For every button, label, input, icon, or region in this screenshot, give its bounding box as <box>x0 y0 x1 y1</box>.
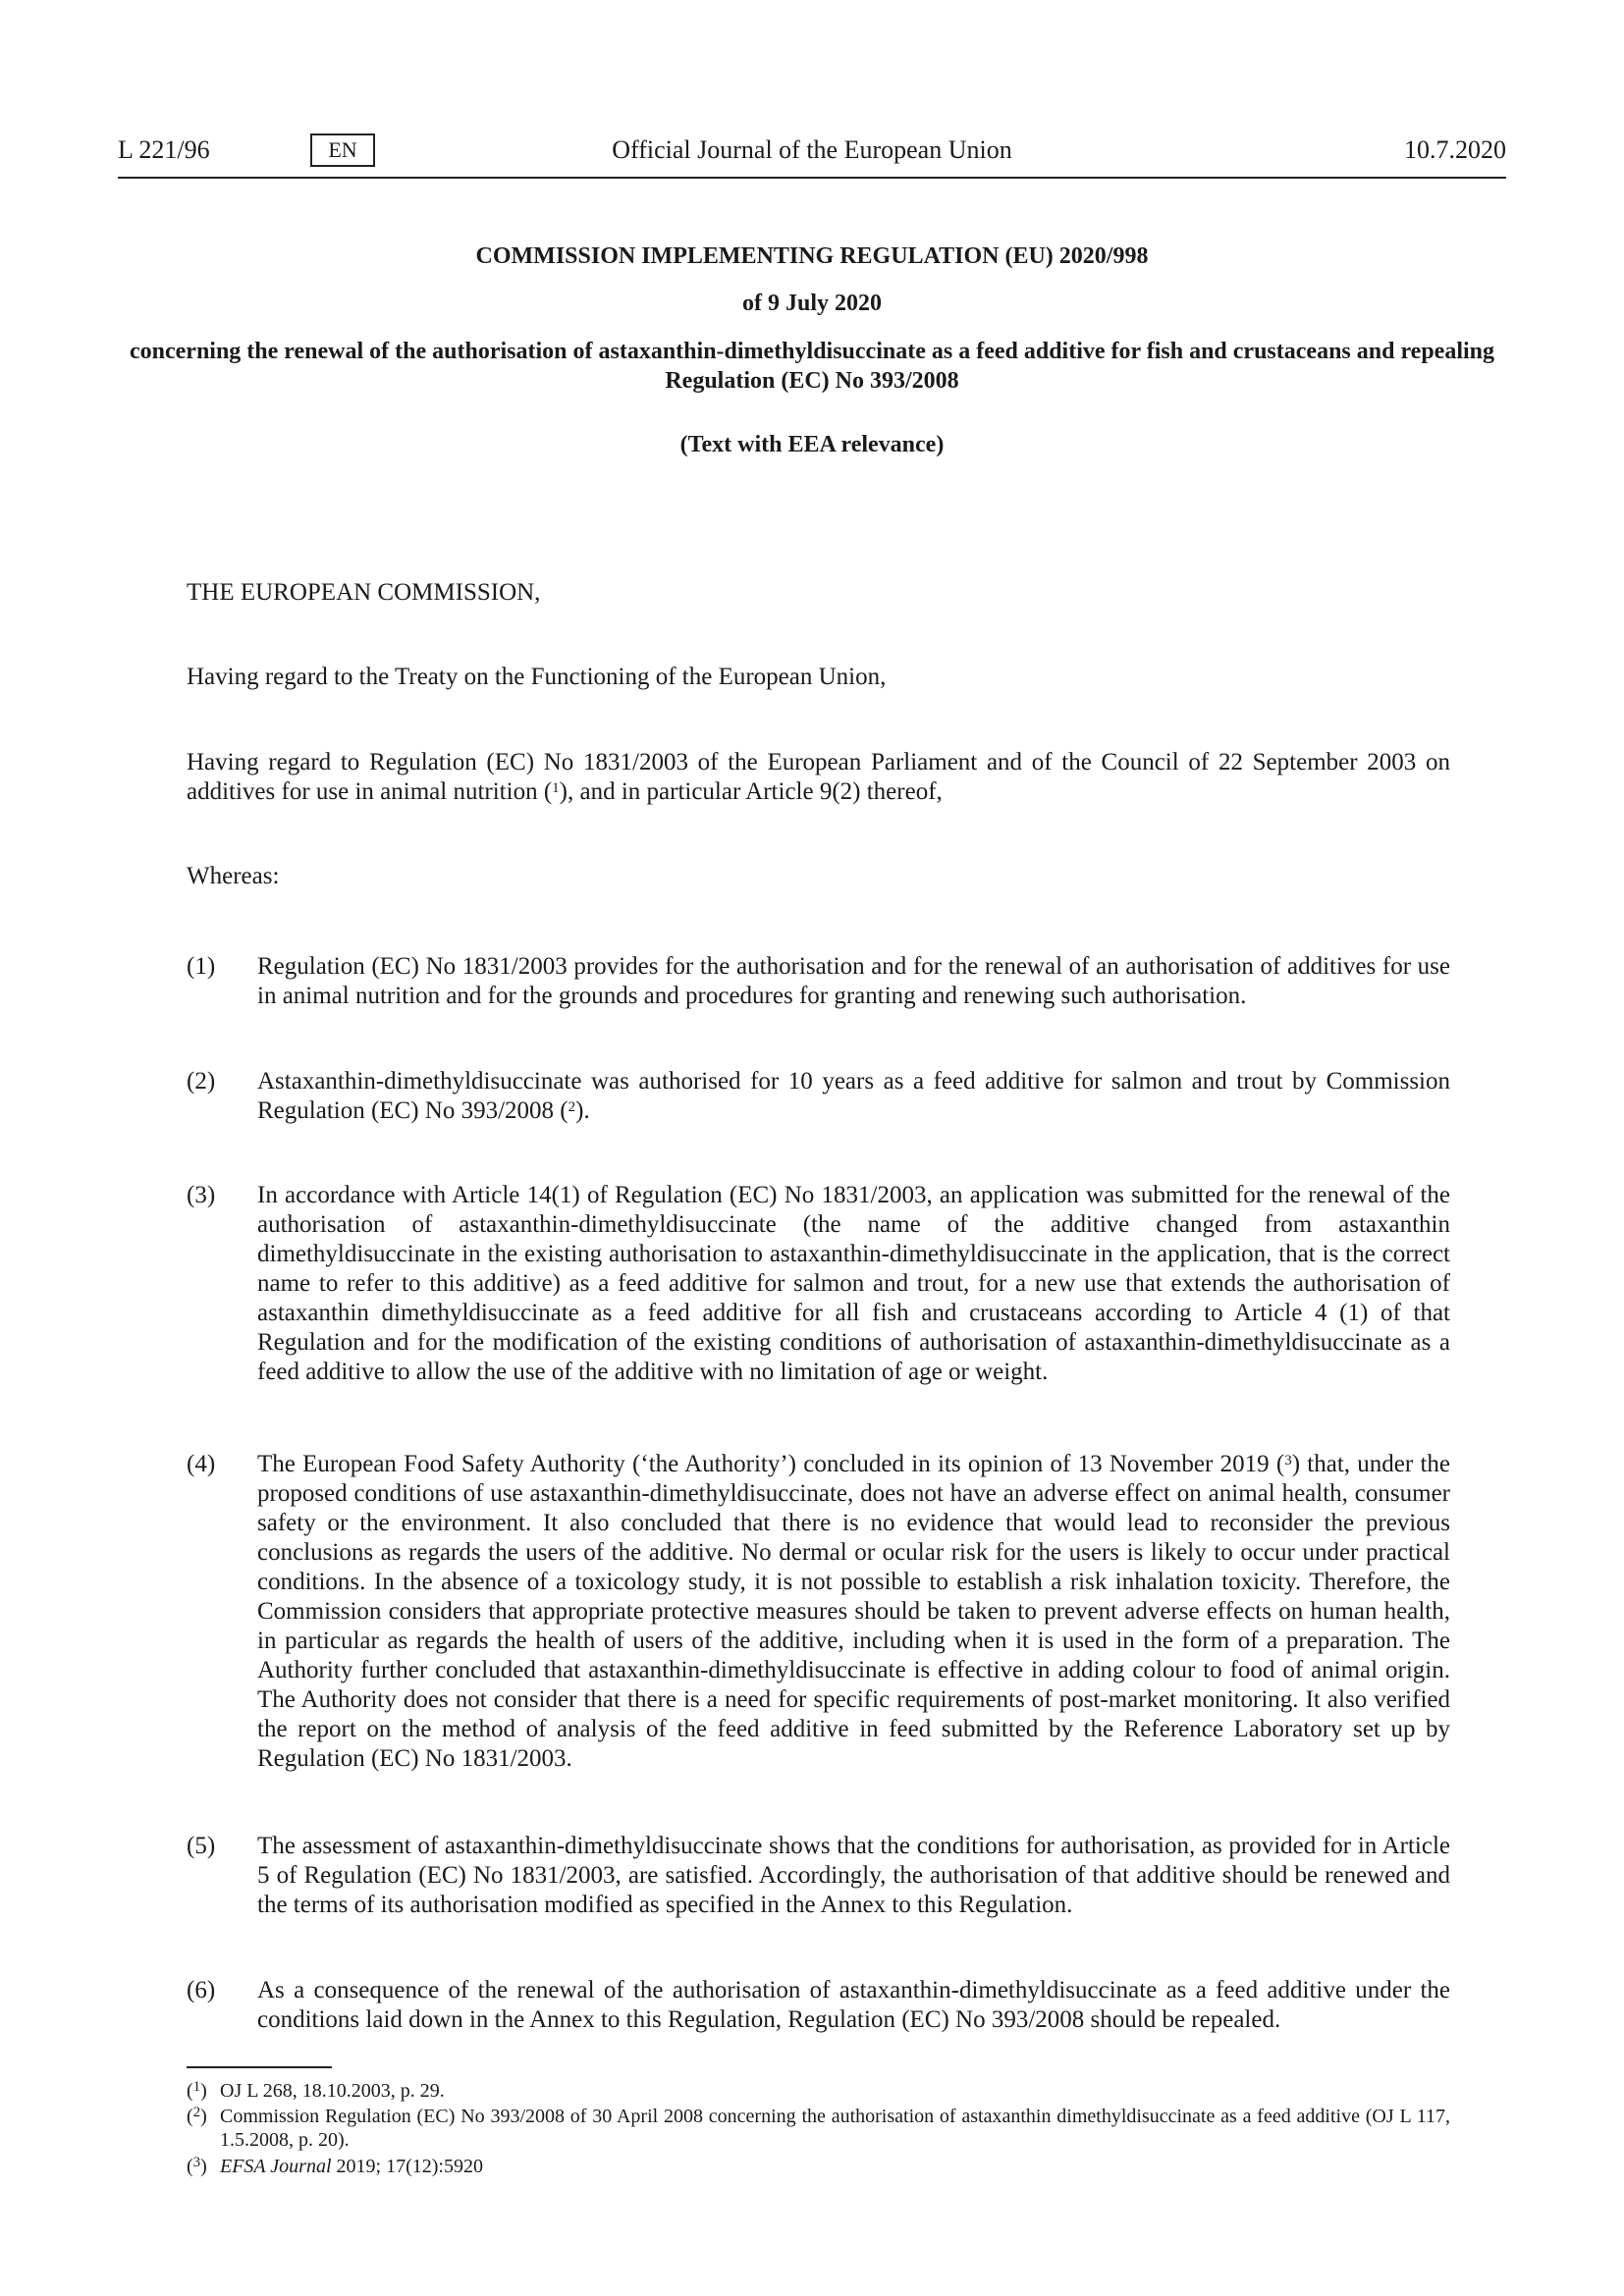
citation-treaty: Having regard to the Treaty on the Functioning of the European Union, <box>187 664 887 690</box>
publication-date: 10.7.2020 <box>1404 135 1506 164</box>
recital-text: The assessment of astaxanthin-dimethyldisuccinate shows that the conditions for authorisation, as provided for in Article 5 of Regulation (EC) No 1831/2003, are satisfied. Accordingly, the authorisation of that additive should be renewed and the terms of its authorisation modified as specified in the Annex to this Regulation. <box>257 1833 1450 1918</box>
recital <box>187 1976 1450 2035</box>
recital-number: (6) <box>187 1977 216 2003</box>
recital-text-a: The European Food Safety Authority (‘the Authority’) concluded in its opinion of 13 November 2019 ( <box>257 1451 1285 1477</box>
recital-number: (3) <box>187 1182 216 1208</box>
recital-text-b: ). <box>575 1097 590 1124</box>
footnote-divider <box>187 2066 332 2068</box>
footnote-citation: 2019; 17(12):5920 <box>331 2156 483 2177</box>
recital-text-b: ) that, under the proposed conditions of use astaxanthin-dimethyldisuccinate, does not have an adverse effect on animal health, consumer safety or the environment. It also concluded that there is no evidence that would lead to reconsider the previous conclusions as regards the users of the additive. No dermal or ocular risk for the users is likely to occur under practical conditions. In the absence of a toxicology study, it is not possible to establish a risk inhalation toxicity. Therefore, the Commission considers that appropriate protective measures should be taken to prevent adverse effects on human health, in particular as regards the health of users of the additive, including when it is used in the form of a preparation. The Authority further concluded that astaxanthin-dimethyldisuccinate is effective in adding colour to food of animal origin. The Authority does not consider that there is a need for specific requirements of post-market monitoring. It also verified the report on the method of analysis of the feed additive in feed submitted by the Reference Laboratory set up by Regulation (EC) No 1831/2003. <box>257 1451 1450 1772</box>
footnote-ref[interactable]: 1 <box>552 780 560 796</box>
regulation-title: COMMISSION IMPLEMENTING REGULATION (EU) 2020/998 <box>475 243 1149 269</box>
journal-title: Official Journal of the European Union <box>612 135 1012 164</box>
page-header <box>118 126 1506 179</box>
citation-text-a: Having regard to Regulation (EC) No 1831/2003 of the European Parliament and of the Council of 22 September 2003 on additives for use in animal nutrition ( <box>187 749 1450 805</box>
recital <box>187 1450 1450 1774</box>
recital <box>187 1181 1450 1387</box>
commission-heading: THE EUROPEAN COMMISSION, <box>187 579 541 606</box>
footnote <box>187 2079 1450 2103</box>
recital-text: As a consequence of the renewal of the authorisation of astaxanthin-dimethyldisuccinate as a feed additive under the conditions laid down in the Annex to this Regulation, Regulation (EC) No 393/2008 should be repealed. <box>257 1977 1450 2033</box>
journal-name: EFSA Journal <box>220 2156 332 2177</box>
footnote-number: ($^1$) <box>187 2079 207 2102</box>
language-badge: EN <box>310 133 375 167</box>
whereas-heading: Whereas: <box>187 863 280 889</box>
recital <box>187 1067 1450 1126</box>
footnote-ref[interactable]: 2 <box>568 1099 576 1115</box>
regulation-date: of 9 July 2020 <box>741 291 882 316</box>
recital-text-a: Astaxanthin-dimethyldisuccinate was authorised for 10 years as a feed additive for salmon and trout by Commission Regulation (EC) No 393/2008 ( <box>257 1068 1450 1124</box>
recital-number: (5) <box>187 1833 216 1859</box>
recital-text <box>257 1450 1450 1774</box>
footnote-number: ($^2$) <box>187 2105 207 2127</box>
recital-text: Regulation (EC) No 1831/2003 provides for the authorisation and for the renewal of an authorisation of additives for use in animal nutrition and for the grounds and procedures for granting and renewing such authorisation. <box>257 953 1450 1009</box>
citation-regulation <box>187 748 1450 807</box>
recital <box>187 952 1450 1011</box>
footnote <box>187 2155 1450 2178</box>
recital-text: In accordance with Article 14(1) of Regulation (EC) No 1831/2003, an application was submitted for the renewal of the authorisation of astaxanthin-dimethyldisuccinate (the name of the additive changed from astaxanthin dimethyldisuccinate in the existing authorisation to astaxanthin-dimethyldisuccinate in the application, that is the correct name to refer to this additive) as a feed additive for salmon and trout, for a new use that extends the authorisation of astaxanthin dimethyldisuccinate as a feed additive for all fish and crustaceans according to Article 4 (1) of that Regulation and for the modification of the existing conditions of authorisation of astaxanthin-dimethyldisuccinate as a feed additive to allow the use of the additive with no limitation of age or weight. <box>257 1182 1450 1385</box>
recital-number: (4) <box>187 1451 216 1477</box>
footnote-text: Commission Regulation (EC) No 393/2008 of 30 April 2008 concerning the authorisation of astaxanthin dimethyldisuccinate as a feed additive (OJ L 117, 1.5.2008, p. 20). <box>220 2106 1450 2151</box>
footnote-number: ($^3$) <box>187 2155 207 2177</box>
citation-text-b: ), and in particular Article 9(2) thereof, <box>559 778 943 805</box>
footnote <box>187 2105 1450 2152</box>
recital-number: (2) <box>187 1068 216 1095</box>
recital <box>187 1832 1450 1920</box>
recital-text <box>257 1067 1450 1126</box>
eea-relevance: (Text with EEA relevance) <box>679 432 945 457</box>
footnote-text <box>220 2155 1450 2178</box>
footnote-text: OJ L 268, 18.10.2003, p. 29. <box>220 2080 445 2102</box>
oj-reference: L 221/96 <box>118 135 210 164</box>
regulation-subject: concerning the renewal of the authorisation of astaxanthin-dimethyldisuccinate as a feed additive for fish and crustaceans and repealing Regulation (EC) No 393/2008 <box>129 339 1495 394</box>
footnote-ref[interactable]: 3 <box>1284 1453 1292 1468</box>
recital-number: (1) <box>187 953 216 980</box>
